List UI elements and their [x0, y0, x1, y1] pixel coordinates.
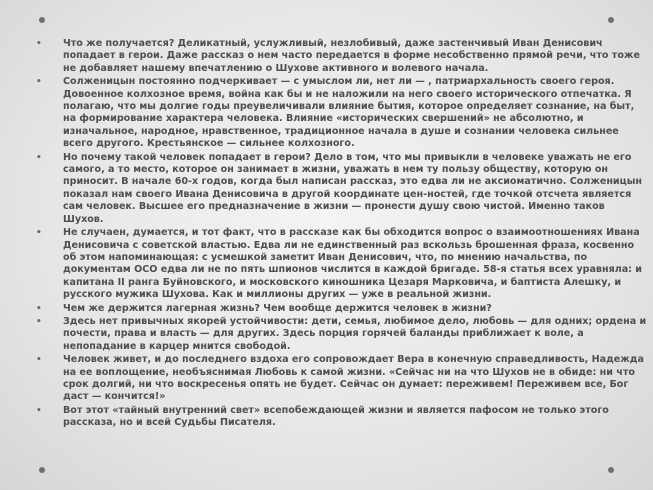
bullet-dot-icon: • — [36, 228, 42, 239]
bullet-dot-icon: • — [36, 405, 42, 416]
bullet-list — [36, 38, 648, 431]
paragraph-text: Что же получается? Деликатный, услужливый, незлобивый, даже застенчивый Иван Денисович попадает в герои. Даже рассказ о нем часто передается в форме несобственно прямой речи, что тоже не добавляет нашему впечатлению о Шухове активного и волевого начала. — [63, 38, 640, 74]
corner-dot-bottom-left — [39, 467, 45, 473]
bullet-dot-icon: • — [36, 316, 42, 327]
paragraph-text: Чем же держится лагерная жизнь? Чем вообще держится человек в жизни? — [63, 302, 492, 314]
bullet-dot-icon: • — [36, 77, 42, 88]
paragraph-text: Здесь нет привычных якорей устойчивости: дети, семья, любимое дело, любовь — для одних; ордена и почести, права и власть — для других. Здесь порция горячей баланды приближает к воле, а непопадание в карцер мнится свободой. — [63, 315, 647, 352]
bullet-paragraph-5 — [36, 303, 648, 315]
corner-dot-bottom-right — [608, 467, 614, 473]
corner-dot-top-right — [608, 17, 614, 23]
paragraph-text: Человек живет, и до последнего вздоха его сопровождает Вера в конечную справедливость, Надежда на ее воплощение, необъяснимая Любовь к самой жизни. «Сейчас ни на что Шухов не в обиде: ни что срок долгий, ни что воскресенья опять не будет. Сейчас он думает: переживем! Переживем все, Бог даст — кончится!» — [63, 354, 644, 403]
paragraph-text: Но почему такой человек попадает в герои? Дело в том, что мы привыкли в человеке уважать не его самого, а то место, которое он занимает в жизни, уважать в нем ту пользу обществу, которую он приносит. В начале 60-х годов, когда был написан рассказ, это едва ли не аксиоматично. Солженицын показал нам своего Ивана Денисовича в другой координате цен-ностей, где точкой отсчета является сам человек. Высшее его предназначение в жизни — пронести душу свою чистой. Именно таков Шухов. — [63, 151, 642, 225]
paragraph-text: Не случаен, думается, и тот факт, что в рассказе как бы обходится вопрос о взаимоотношениях Ивана Денисовича с советской властью. Едва ли не единственный раз вскользь брошенная фраза, косвенно об этом напоминающая: с усмешкой заметит Иван Денисович, что, по мнению начальства, по документам ОСО едва ли не по пять шпионов числится в каждой бригаде. 58-я статья всех уравняла: и капитана II ранга Буйновского, и московского киношника Цезаря Марковича, и баптиста Алешку, и русского мужика Шухова. Как и миллионы других — уже в реальной жизни. — [63, 227, 643, 301]
bullet-dot-icon: • — [36, 303, 42, 314]
bullet-paragraph-3 — [36, 152, 648, 226]
bullet-paragraph-1 — [36, 38, 648, 75]
paragraph-text: Солженицын постоянно подчеркивает — с умыслом ли, нет ли — , патриархальность своего героя. Довоенное колхозное время, война как бы и не наложили на него своего исторического отпечатка. Я полагаю, что мы долгие годы преувеличивали влияние бытия, которое определяет сознание, на быт, на формирование характера человека. Влияние «исторических свершений» не абсолютно, и изначальное, народное, нравственное, традиционное начала в душе и сознании человека сильнее всего другого. Крестьянское — сильнее колхозного. — [63, 76, 635, 150]
bullet-paragraph-2 — [36, 76, 648, 150]
bullet-dot-icon: • — [36, 355, 42, 366]
bullet-paragraph-6 — [36, 316, 648, 353]
bullet-paragraph-4 — [36, 227, 648, 301]
bullet-paragraph-8 — [36, 405, 648, 430]
bullet-paragraph-7 — [36, 354, 648, 404]
bullet-dot-icon: • — [36, 152, 42, 163]
bullet-dot-icon: • — [36, 39, 42, 49]
corner-dot-top-left — [39, 17, 45, 23]
paragraph-text: Вот этот «тайный внутренний свет» всепобеждающей жизни и является пафосом не только этого рассказа, но и всей Судьбы Писателя. — [63, 404, 609, 429]
